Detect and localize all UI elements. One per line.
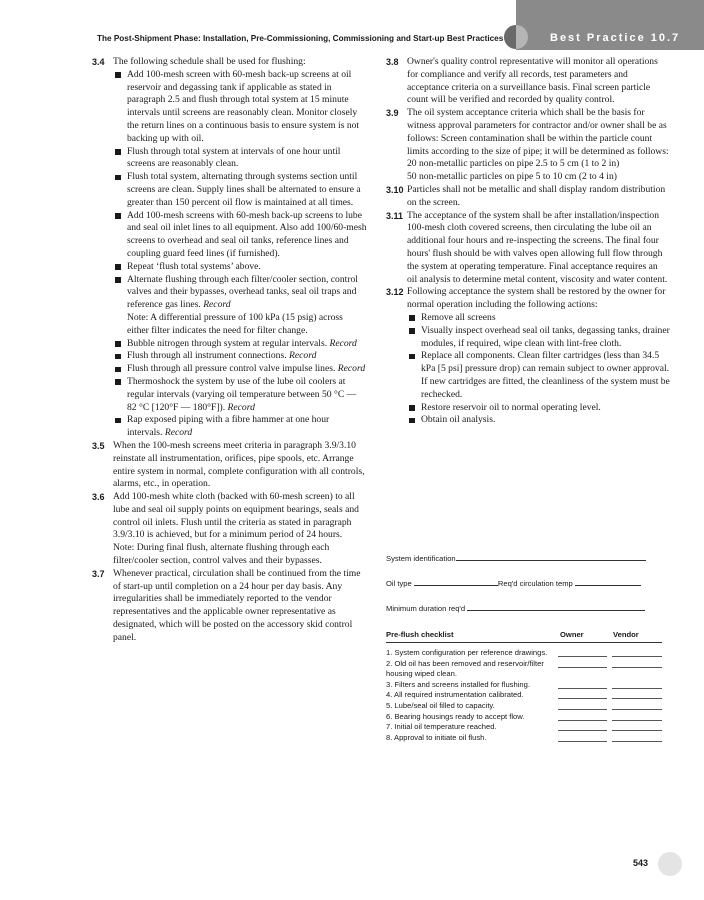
bullet-square-icon [115,175,121,181]
owner-signoff-field[interactable] [558,667,607,668]
list-item [113,171,367,209]
checklist-item-text: 8. Approval to initiate oil flush. [386,732,487,742]
section-number: 3.5 [92,440,105,451]
list-item [407,312,670,325]
list-item [407,350,670,401]
section-3-8 [386,56,670,107]
section-intro: The following schedule shall be used for flushing: [113,56,306,67]
section-text: When the 100-mesh screens meet criteria in paragraph 3.9/3.10 reinstate all instrumentation, orifices, pipe spools, etc. Arrange entire system in normal, complete configuration with all controls, alarms, etc., in operation. [113,439,365,490]
checklist-title: Pre-flush checklist [386,630,454,639]
bullet-square-icon [115,354,121,360]
list-item-text: Replace all components. Clean filter cartridges (less than 34.5 kPa [5 psi] pressure drop) can remain subject to owner approval. If new cartridges are fitted, the cleanliness of the system must be rechecked. [421,350,670,400]
bullet-square-icon [409,405,415,411]
bullet-square-icon [115,341,121,347]
oil-type-field[interactable] [414,577,498,586]
vendor-signoff-field[interactable] [612,730,662,731]
section-number: 3.12 [386,287,404,298]
checklist-item [386,648,662,659]
list-item-text: Add 100-mesh screen with 60-mesh back-up screens at oil reservoir and degassing tank if applicable as stated in paragraph 2.5 and flush through total system at 15 minute intervals until screens are reasonably clean. Monitor closely the return lines on a continuous basis to ensure system is not backing up with oil. [127,68,360,144]
section-3-6 [92,491,367,568]
list-item-text: Visually inspect overhead seal oil tanks, degassing tanks, drainer modules, if required, wipe clean with lint-free cloth. [421,324,670,349]
system-id-label: System identification [386,554,456,563]
section-3-5 [92,440,367,491]
record-marker: Record [289,350,317,362]
bullet-square-icon [409,328,415,334]
section-text: The acceptance of the system shall be after installation/inspection 100-mesh cloth covered screens, then circulating the lube oil an additional four hours and re-inspecting the screens. The final four hours' flush should be with valves open allowing full flow through the system at operating temperature. Final acceptance requires an oil analysis to determine metal content, viscosity and water content. [407,209,668,285]
section-text: Particles shall not be metallic and shall display random distribution on the screen. [407,183,666,208]
checklist-item-text: 7. Initial oil temperature reached. [386,722,497,732]
running-head-title: The Post-Shipment Phase: Installation, Pre-Commissioning, Commissioning and Start-up Best Practices [97,34,504,43]
system-id-field[interactable] [456,552,646,561]
list-item-text: Add 100-mesh screens with 60-mesh back-up screens to lube and seal oil inlet lines to all equipment. Also add 100/60-mesh screens to overhead and seal oil tanks, reference lines and coupling guard feed lines (if furnished). [127,209,367,259]
list-item [113,350,367,363]
bullet-square-icon [115,277,121,283]
bullet-square-icon [115,149,121,155]
list-item-text: Alternate flushing through each filter/cooler section, control valves and their bypasses, overhead tanks, seal oil traps and reference gas lines. [127,273,358,311]
list-item-text: Remove all screens [421,311,496,323]
list-item-text: Restore reservoir oil to normal operating level. [421,401,601,413]
criteria-line: 20 non-metallic particles on pipe 2.5 to 5 cm (1 to 2 in) [407,158,620,170]
bullet-square-icon [115,367,121,373]
vendor-signoff-field[interactable] [612,688,662,689]
record-marker: Record [329,337,357,349]
checklist-item-text: 6. Bearing housings ready to accept flow. [386,711,525,721]
system-id-row [386,552,662,564]
owner-signoff-field[interactable] [558,720,607,721]
owner-column-header: Owner [560,630,584,639]
vendor-column-header: Vendor [613,630,639,639]
section-3-7 [92,568,367,645]
list-item-text: Flush through all pressure control valve impulse lines. [127,363,336,375]
list-item [113,338,367,351]
min-duration-row [386,602,662,614]
tab-circle-decoration [504,25,528,49]
section-text: The oil system acceptance criteria which shall be the basis for witness approval parameters for contractor and/or owner shall be as follows: Screen contamination shall be within the particle count limits according to the size of pipe; it will be determined as follows: [407,107,669,157]
section-number: 3.4 [92,57,105,67]
section-number: 3.9 [386,108,399,119]
vendor-signoff-field[interactable] [612,709,662,710]
owner-signoff-field[interactable] [558,741,607,742]
checklist [386,648,662,743]
circ-temp-label: Req'd circulation temp [497,579,573,588]
section-text: Whenever practical, circulation shall be continued from the time of start-up until completion on a 24 hour per day basis. Any irregularities shall be immediately reported to the vendor representatives and the applicable owner representative as designated, which will be posted on the accessory skid control panel. [113,567,361,643]
circ-temp-field[interactable] [575,577,641,586]
bullet-square-icon [115,379,121,385]
section-number: 3.11 [386,210,404,221]
min-duration-field[interactable] [467,602,645,611]
filter-note: Note: A differential pressure of 100 kPa (15 psig) across either filter indicates the need for filter change. [127,311,343,336]
vendor-signoff-field[interactable] [612,698,662,699]
checklist-header [386,630,662,643]
checklist-item [386,680,662,691]
checklist-item-text: 2. Old oil has been removed and reservoir/filter housing wiped clean. [386,658,544,679]
owner-signoff-field[interactable] [558,698,607,699]
section-3-9 [386,107,670,184]
list-item-text: Flush through total system at intervals of one hour until screens are reasonably clean. [127,145,341,170]
bullet-square-icon [409,315,415,321]
checklist-item-text: 3. Filters and screens installed for flushing. [386,679,530,689]
owner-signoff-field[interactable] [558,656,607,657]
checklist-item-text: 1. System configuration per reference drawings. [386,648,548,657]
section-number: 3.8 [386,57,399,67]
list-item [113,414,367,440]
oil-type-row [386,577,662,589]
section-number: 3.6 [92,492,105,503]
list-item [407,325,670,351]
list-item-text: Flush total system, alternating through systems section until screens are clean. Supply lines shall be alternated to ensure a greater than 150 percent oil flow is maintained at all times. [127,171,361,208]
list-item [113,376,367,414]
list-item [113,146,367,172]
bullet-square-icon [115,264,121,270]
list-item [113,210,367,261]
flush-schedule-list [113,69,367,440]
checklist-item-text: 4. All required instrumentation calibrated. [386,690,524,700]
list-item [113,261,367,274]
vendor-signoff-field[interactable] [612,667,662,668]
right-column [386,56,670,427]
list-item [113,274,367,338]
record-marker: Record [227,401,255,413]
checklist-item [386,690,662,701]
bullet-square-icon [115,213,121,219]
best-practice-tab [516,0,704,50]
section-3-4 [92,56,367,440]
checklist-item-text: 5. Lube/seal oil filled to capacity. [386,700,495,710]
vendor-signoff-field[interactable] [612,741,662,742]
section-text: Following acceptance the system shall be restored by the owner for normal operation including the following actions: [407,286,666,311]
owner-signoff-field[interactable] [558,688,607,689]
owner-signoff-field[interactable] [558,709,607,710]
checklist-item [386,722,662,733]
restore-actions-list [407,312,670,427]
list-item [407,402,670,415]
left-column [92,56,367,645]
min-duration-label: Minimum duration req'd [386,604,466,613]
list-item-text: Flush through all instrument connections. [127,350,287,362]
checklist-item [386,712,662,723]
checklist-item [386,701,662,712]
list-item [113,363,367,376]
owner-signoff-field[interactable] [558,730,607,731]
flush-form [386,552,662,743]
record-marker: Record [337,363,366,375]
section-text: Add 100-mesh white cloth (backed with 60-mesh screen) to all lube and seal oil supply points on equipment bearings, seals and control oil inlets. Flush until the criteria as stated in paragraph 3.9/3.10 is achieved, but for a minimum period of 24 hours. [113,491,359,541]
section-number: 3.10 [386,184,404,195]
section-3-11 [386,210,670,287]
list-item-text: Repeat ‘flush total systems’ above. [127,260,261,272]
record-marker: Record [203,299,231,311]
list-item-text: Obtain oil analysis. [421,414,496,426]
section-text: Owner's quality control representative will monitor all operations for compliance and verify all records, test parameters and acceptance criteria on a surveillance basis. Final screen particle count will be verified and recorded by quality control. [407,56,658,106]
vendor-signoff-field[interactable] [612,656,662,657]
best-practice-label: Best Practice 10.7 [550,32,681,44]
bullet-square-icon [409,354,415,360]
bullet-square-icon [115,72,121,78]
page-circle-decoration [658,852,682,876]
bullet-square-icon [409,418,415,424]
oil-type-label: Oil type [386,579,412,588]
list-item-text: Thermoshock the system by use of the lube oil coolers at regular intervals (varying oil temperature between 50 °C — 82 °C [120°F — 180°F]). [127,375,357,413]
page-number: 543 [633,858,649,868]
final-flush-note: Note: During final flush, alternate flushing through each filter/cooler section, control valves and their bypasses. [113,542,330,567]
vendor-signoff-field[interactable] [612,720,662,721]
record-marker: Record [164,427,193,439]
list-item-text: Bubble nitrogen through system at regular intervals. [127,337,328,349]
section-number: 3.7 [92,568,105,579]
list-item-text: Rap exposed piping with a fibre hammer at one hour intervals. [127,414,330,439]
bullet-square-icon [115,418,121,424]
page-header [0,0,704,50]
checklist-item [386,733,662,744]
tab-circle-half [504,25,516,49]
criteria-line: 50 non-metallic particles on pipe 5 to 10 cm (2 to 4 in) [407,171,617,183]
list-item [407,414,670,427]
section-3-12 [386,286,670,427]
list-item [113,69,367,146]
section-3-10 [386,184,670,210]
checklist-item [386,659,662,680]
